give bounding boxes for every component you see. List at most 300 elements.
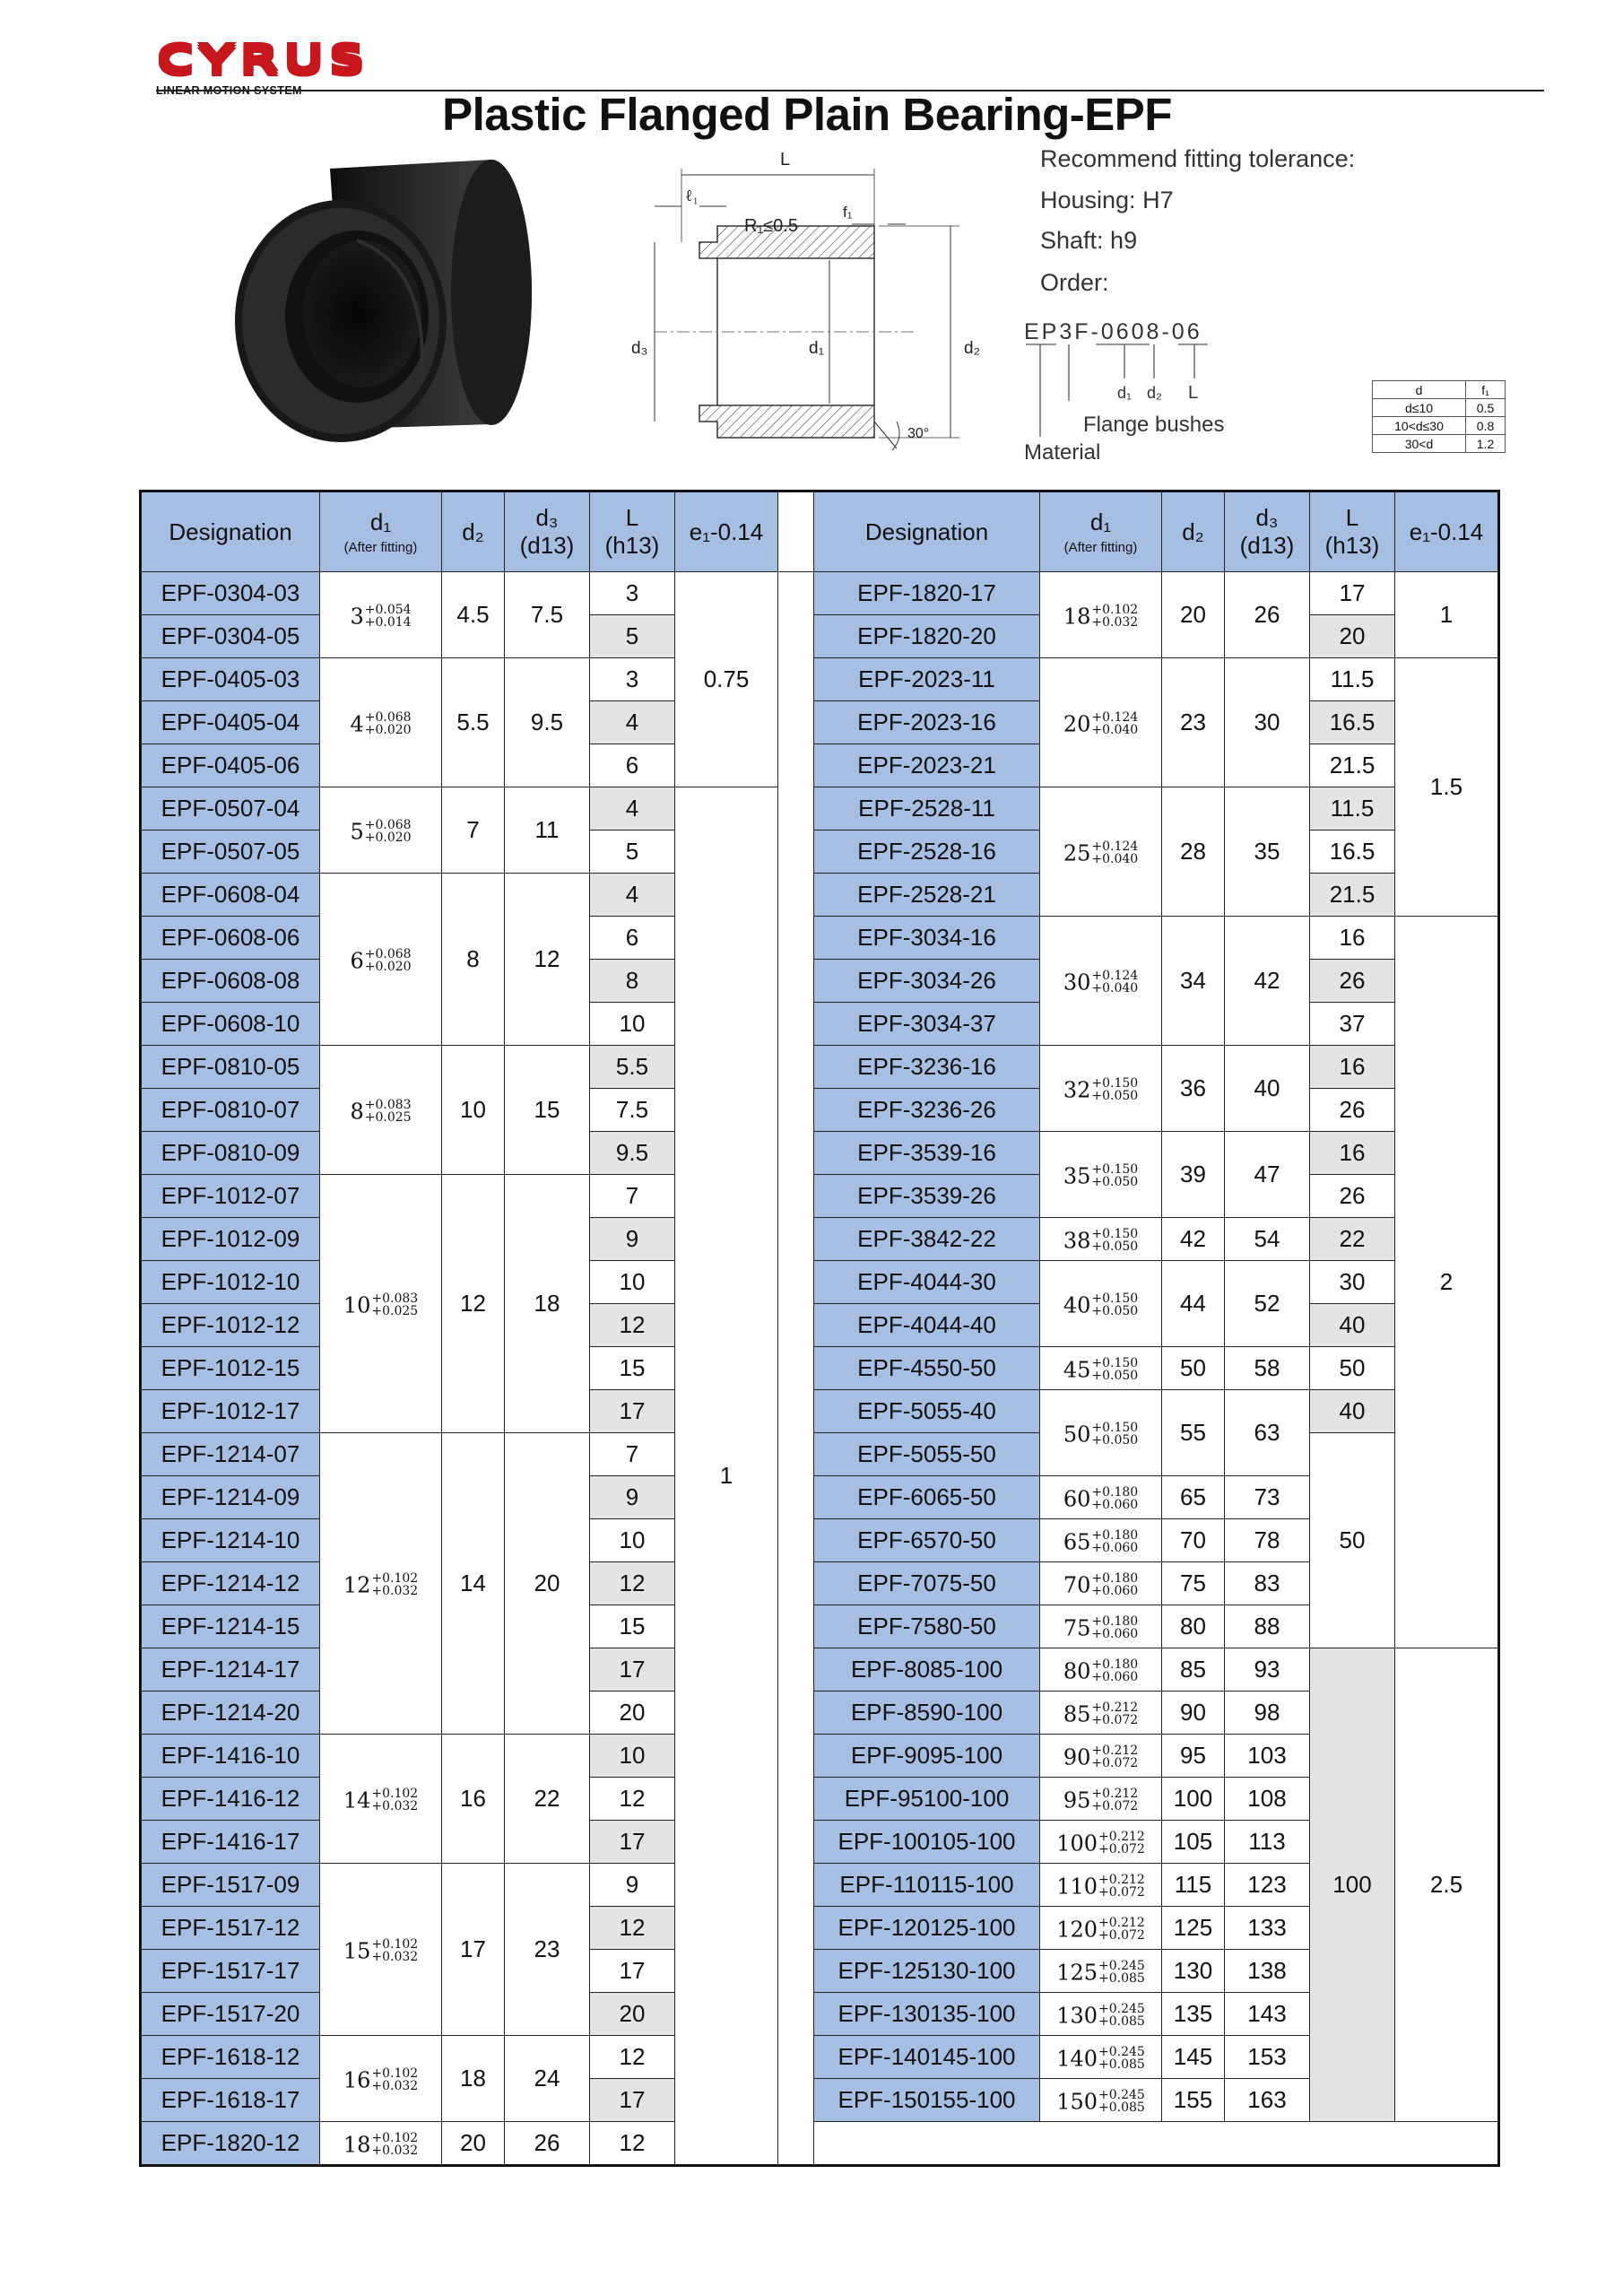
- d2-cell: 44: [1162, 1261, 1225, 1347]
- designation-cell: EPF-1012-07: [141, 1175, 320, 1218]
- L-cell: 17: [590, 1950, 675, 1993]
- d3-cell: 11: [505, 787, 590, 874]
- designation-cell: EPF-3539-16: [814, 1132, 1040, 1175]
- d2-cell: 105: [1162, 1821, 1225, 1864]
- designation-cell: EPF-0405-03: [141, 658, 320, 701]
- L-cell: 10: [590, 1003, 675, 1046]
- tolerance-upper: +0.212: [1098, 1830, 1145, 1845]
- d2-cell: 39: [1162, 1132, 1225, 1218]
- header-d2: d₂: [442, 491, 505, 572]
- tolerance-limits: [371, 2067, 418, 2092]
- tolerance-limits: [371, 1787, 418, 1813]
- tolerance-base: 75: [1063, 1615, 1091, 1641]
- L-cell: 4: [590, 874, 675, 917]
- spec-table: [139, 490, 1500, 2167]
- tolerance-base: 125: [1056, 1960, 1098, 1986]
- L-cell: 7.5: [590, 1089, 675, 1132]
- d3-cell: 42: [1225, 917, 1310, 1046]
- designation-cell: EPF-9095-100: [814, 1735, 1040, 1778]
- tolerance-upper: +0.245: [1098, 1959, 1145, 1974]
- L-cell: 10: [590, 1261, 675, 1304]
- tolerance-upper: +0.083: [364, 1098, 412, 1113]
- tolerance-value: [343, 1292, 418, 1317]
- L-cell: 4: [590, 701, 675, 744]
- L-cell: 8: [590, 960, 675, 1003]
- d1-cell: [1040, 1778, 1162, 1821]
- L-cell: 3: [590, 572, 675, 615]
- designation-cell: EPF-1416-10: [141, 1735, 320, 1778]
- d1-cell: [320, 572, 442, 658]
- L-cell: 10: [590, 1735, 675, 1778]
- tolerance-base: 10: [343, 1292, 371, 1318]
- d2-cell: 115: [1162, 1864, 1225, 1907]
- tolerance-base: 5: [350, 819, 364, 845]
- tolerance-upper: +0.083: [371, 1292, 419, 1307]
- tolerance-base: 30: [1063, 970, 1091, 996]
- e1-cell: 2.5: [1395, 1648, 1499, 2122]
- tolerance-upper: +0.150: [1091, 1292, 1139, 1307]
- designation-cell: EPF-0608-04: [141, 874, 320, 917]
- d1-cell: [320, 1735, 442, 1864]
- tolerance-value: [343, 1937, 419, 1965]
- order-code-diagram: [1024, 316, 1230, 477]
- L-cell: 100: [1310, 1648, 1395, 2122]
- d1-cell: [320, 874, 442, 1046]
- tolerance-value: [1063, 603, 1139, 631]
- L-cell: 7: [590, 1175, 675, 1218]
- dim-r1: R₁≤0.5: [744, 216, 798, 236]
- tolerance-lower: +0.050: [1091, 1304, 1139, 1319]
- designation-cell: EPF-1012-17: [141, 1390, 320, 1433]
- dim-l1: ℓ₁: [685, 187, 699, 204]
- d1-cell: [1040, 787, 1162, 917]
- tolerance-value: [343, 2131, 419, 2159]
- tolerance-value: [1056, 2045, 1145, 2073]
- tolerance-upper: +0.150: [1091, 1076, 1139, 1091]
- tolerance-upper: +0.102: [371, 2131, 419, 2146]
- tolerance-base: 95: [1063, 1787, 1091, 1813]
- tolerance-limits: [1098, 1831, 1145, 1856]
- L-cell: 16: [1310, 1046, 1395, 1089]
- L-cell: 37: [1310, 1003, 1395, 1046]
- tolerance-upper: +0.124: [1091, 839, 1139, 855]
- d1-cell: [1040, 1476, 1162, 1519]
- d3-cell: 40: [1225, 1046, 1310, 1132]
- header-spacer: [778, 491, 814, 572]
- header-e1-right: e₁-0.14: [1395, 491, 1499, 572]
- tolerance-upper: +0.102: [371, 1571, 419, 1587]
- tolerance-lower: +0.072: [1098, 1842, 1145, 1857]
- d2-cell: 125: [1162, 1907, 1225, 1950]
- L-cell: 4: [590, 787, 675, 831]
- brand-name: CYRUS: [156, 38, 369, 83]
- designation-cell: EPF-0304-05: [141, 615, 320, 658]
- L-cell: 30: [1310, 1261, 1395, 1304]
- tolerance-lower: +0.014: [364, 615, 412, 631]
- tolerance-base: 90: [1063, 1744, 1091, 1770]
- designation-cell: EPF-0810-07: [141, 1089, 320, 1132]
- tolerance-limits: [1091, 1357, 1138, 1382]
- d1-cell: [1040, 1605, 1162, 1648]
- designation-cell: EPF-1012-10: [141, 1261, 320, 1304]
- tolerance-upper: +0.150: [1091, 1227, 1139, 1242]
- L-cell: 11.5: [1310, 658, 1395, 701]
- tolerance-lower: +0.032: [371, 2079, 419, 2094]
- designation-cell: EPF-5055-40: [814, 1390, 1040, 1433]
- tolerance-value: [350, 818, 412, 846]
- designation-cell: EPF-1618-17: [141, 2079, 320, 2122]
- d1-cell: [1040, 1993, 1162, 2036]
- d2-cell: 10: [442, 1046, 505, 1175]
- d2-cell: 34: [1162, 917, 1225, 1046]
- d3-cell: 163: [1225, 2079, 1310, 2122]
- designation-cell: EPF-1820-12: [141, 2122, 320, 2166]
- table-row: [141, 572, 1499, 615]
- header-L: L (h13): [590, 491, 675, 572]
- tolerance-upper: +0.150: [1091, 1162, 1139, 1178]
- d3-cell: 138: [1225, 1950, 1310, 1993]
- d3-cell: 22: [505, 1735, 590, 1864]
- L-cell: 12: [590, 1562, 675, 1605]
- L-cell: 12: [590, 1304, 675, 1347]
- tolerance-lower: +0.060: [1091, 1541, 1139, 1556]
- designation-cell: EPF-0507-05: [141, 831, 320, 874]
- d2-cell: 42: [1162, 1218, 1225, 1261]
- tolerance-value: [1056, 2002, 1145, 2030]
- tolerance-upper: +0.180: [1091, 1571, 1139, 1587]
- designation-cell: EPF-5055-50: [814, 1433, 1040, 1476]
- tolerance-upper: +0.054: [364, 603, 412, 618]
- table-row: [141, 787, 1499, 831]
- L-cell: 17: [590, 1390, 675, 1433]
- tolerance-upper: +0.212: [1091, 1744, 1139, 1759]
- d1-cell: [1040, 1390, 1162, 1476]
- f1-cell: 30<d: [1373, 435, 1466, 453]
- order-d1: d₁: [1117, 384, 1133, 402]
- L-cell: 20: [1310, 615, 1395, 658]
- tolerance-upper: +0.102: [371, 2066, 419, 2082]
- L-cell: 5.5: [590, 1046, 675, 1089]
- tolerance-upper: +0.102: [371, 1787, 419, 1802]
- tolerance-upper: +0.150: [1091, 1356, 1139, 1371]
- d3-cell: 83: [1225, 1562, 1310, 1605]
- L-cell: 9.5: [590, 1132, 675, 1175]
- tolerance-limits: [365, 711, 412, 736]
- d2-cell: 8: [442, 874, 505, 1046]
- tolerance-base: 40: [1063, 1292, 1091, 1318]
- header-L-right: L (h13): [1310, 491, 1395, 572]
- d1-cell: [1040, 2036, 1162, 2079]
- f1-cell: d≤10: [1373, 399, 1466, 417]
- tolerance-value: [350, 603, 412, 631]
- technical-drawing: [619, 152, 1004, 484]
- d3-cell: 113: [1225, 1821, 1310, 1864]
- tolerance-value: [1063, 1292, 1138, 1317]
- d3-cell: 108: [1225, 1778, 1310, 1821]
- tolerance-upper: +0.124: [1091, 710, 1139, 726]
- tolerance-base: 12: [343, 1572, 371, 1598]
- f1-row: [1373, 435, 1506, 453]
- designation-cell: EPF-4044-40: [814, 1304, 1040, 1347]
- tolerance-lower: +0.085: [1098, 2057, 1145, 2073]
- d2-cell: 100: [1162, 1778, 1225, 1821]
- designation-cell: EPF-6065-50: [814, 1476, 1040, 1519]
- tolerance-lower: +0.085: [1098, 1971, 1145, 1987]
- L-cell: 6: [590, 917, 675, 960]
- tolerance-lower: +0.072: [1091, 1799, 1139, 1814]
- note-housing: Housing: H7: [1040, 187, 1174, 213]
- note-shaft: Shaft: h9: [1040, 227, 1138, 254]
- L-cell: 15: [590, 1605, 675, 1648]
- table-header-row: [141, 491, 1499, 572]
- L-cell: 50: [1310, 1347, 1395, 1390]
- tolerance-limits: [1098, 2003, 1145, 2028]
- order-code: EP3F-0608-06: [1024, 319, 1202, 344]
- d3-cell: 153: [1225, 2036, 1310, 2079]
- tolerance-lower: +0.072: [1091, 1713, 1139, 1728]
- tolerance-lower: +0.040: [1091, 852, 1139, 867]
- tolerance-value: [1056, 1916, 1145, 1944]
- tolerance-base: 38: [1063, 1228, 1091, 1254]
- f1-header-cell: f₁: [1466, 381, 1506, 399]
- tolerance-lower: +0.050: [1091, 1089, 1139, 1104]
- L-cell: 6: [590, 744, 675, 787]
- tolerance-base: 80: [1063, 1658, 1091, 1684]
- tolerance-limits: [1098, 1917, 1145, 1942]
- d3-cell: 15: [505, 1046, 590, 1175]
- d2-cell: 23: [1162, 658, 1225, 787]
- L-cell: 9: [590, 1864, 675, 1907]
- designation-cell: EPF-7075-50: [814, 1562, 1040, 1605]
- tolerance-lower: +0.050: [1091, 1175, 1139, 1190]
- designation-cell: EPF-1517-12: [141, 1907, 320, 1950]
- d3-cell: 58: [1225, 1347, 1310, 1390]
- tolerance-limits: [1091, 1292, 1138, 1318]
- d3-cell: 73: [1225, 1476, 1310, 1519]
- tolerance-base: 50: [1063, 1422, 1091, 1448]
- designation-cell: EPF-1214-20: [141, 1692, 320, 1735]
- d1-cell: [1040, 1562, 1162, 1605]
- tolerance-upper: +0.068: [364, 818, 412, 833]
- tolerance-base: 110: [1056, 1874, 1098, 1900]
- L-cell: 12: [590, 1907, 675, 1950]
- header-e1: e₁-0.14: [675, 491, 778, 572]
- d3-cell: 26: [505, 2122, 590, 2166]
- tolerance-upper: +0.212: [1091, 1700, 1139, 1716]
- designation-cell: EPF-3034-26: [814, 960, 1040, 1003]
- tolerance-lower: +0.040: [1091, 723, 1139, 738]
- L-cell: 26: [1310, 1089, 1395, 1132]
- f1-row: [1373, 417, 1506, 435]
- tolerance-base: 35: [1063, 1163, 1091, 1189]
- table-row: [141, 658, 1499, 701]
- L-cell: 16.5: [1310, 701, 1395, 744]
- d1-cell: [1040, 1864, 1162, 1907]
- designation-cell: EPF-3236-16: [814, 1046, 1040, 1089]
- designation-cell: EPF-8590-100: [814, 1692, 1040, 1735]
- d2-cell: 14: [442, 1433, 505, 1735]
- tolerance-base: 65: [1063, 1529, 1091, 1555]
- empty-cell: [814, 2122, 1499, 2166]
- designation-cell: EPF-0608-10: [141, 1003, 320, 1046]
- d2-cell: 4.5: [442, 572, 505, 658]
- tolerance-limits: [1091, 1422, 1138, 1447]
- tolerance-limits: [371, 1292, 418, 1318]
- f1-cell: 10<d≤30: [1373, 417, 1466, 435]
- d3-cell: 63: [1225, 1390, 1310, 1476]
- header-designation: Designation: [141, 491, 320, 572]
- d2-cell: 90: [1162, 1692, 1225, 1735]
- d2-cell: 50: [1162, 1347, 1225, 1390]
- designation-cell: EPF-1214-15: [141, 1605, 320, 1648]
- d3-cell: 88: [1225, 1605, 1310, 1648]
- d2-cell: 130: [1162, 1950, 1225, 1993]
- d3-cell: 98: [1225, 1692, 1310, 1735]
- d2-cell: 155: [1162, 2079, 1225, 2122]
- d2-cell: 75: [1162, 1562, 1225, 1605]
- e1-cell: 0.75: [675, 572, 778, 787]
- d3-cell: 52: [1225, 1261, 1310, 1347]
- table-row: [141, 1864, 1499, 1907]
- d1-cell: [1040, 1519, 1162, 1562]
- designation-cell: EPF-1820-20: [814, 615, 1040, 658]
- tolerance-upper: +0.180: [1091, 1528, 1139, 1544]
- designation-cell: EPF-1214-09: [141, 1476, 320, 1519]
- designation-cell: EPF-1214-07: [141, 1433, 320, 1476]
- d3-cell: 143: [1225, 1993, 1310, 2036]
- designation-cell: EPF-2023-16: [814, 701, 1040, 744]
- d1-cell: [1040, 1692, 1162, 1735]
- order-flange: Flange bushes: [1083, 413, 1225, 437]
- designation-cell: EPF-120125-100: [814, 1907, 1040, 1950]
- e1-cell: 1: [675, 787, 778, 2166]
- f1-header-row: [1373, 381, 1506, 399]
- tolerance-upper: +0.150: [1091, 1421, 1139, 1436]
- f1-cell: 0.8: [1466, 417, 1506, 435]
- tolerance-value: [1056, 1959, 1145, 1987]
- tolerance-value: [1063, 1571, 1139, 1599]
- d2-cell: 55: [1162, 1390, 1225, 1476]
- d1-cell: [320, 1046, 442, 1175]
- tolerance-lower: +0.040: [1091, 981, 1139, 996]
- order-d2: d₂: [1147, 384, 1162, 402]
- page-title: Plastic Flanged Plain Bearing-EPF: [442, 89, 1172, 140]
- header-d1-right: d₁ (After fitting): [1040, 491, 1162, 572]
- tolerance-value: [1063, 1657, 1138, 1683]
- header-designation-right: Designation: [814, 491, 1040, 572]
- tolerance-lower: +0.025: [371, 1304, 419, 1319]
- tolerance-limits: [371, 1938, 418, 1963]
- d2-cell: 95: [1162, 1735, 1225, 1778]
- tolerance-base: 6: [350, 948, 364, 974]
- L-cell: 22: [1310, 1218, 1395, 1261]
- d3-cell: 123: [1225, 1864, 1310, 1907]
- designation-cell: EPF-4550-50: [814, 1347, 1040, 1390]
- designation-cell: EPF-1012-15: [141, 1347, 320, 1390]
- d2-cell: 28: [1162, 787, 1225, 917]
- tolerance-upper: +0.124: [1091, 969, 1139, 984]
- bearing-photo: [222, 142, 554, 456]
- d1-cell: [320, 787, 442, 874]
- tolerance-value: [1063, 1614, 1139, 1642]
- tolerance-base: 20: [1063, 711, 1091, 737]
- designation-cell: EPF-1214-12: [141, 1562, 320, 1605]
- d3-cell: 47: [1225, 1132, 1310, 1218]
- designation-cell: EPF-1820-17: [814, 572, 1040, 615]
- d2-cell: 12: [442, 1175, 505, 1433]
- L-cell: 7: [590, 1433, 675, 1476]
- tolerance-lower: +0.032: [371, 1950, 419, 1965]
- tolerance-upper: +0.245: [1098, 2002, 1145, 2017]
- header-d2-right: d₂: [1162, 491, 1225, 572]
- tolerance-value: [1063, 1162, 1139, 1190]
- d3-cell: 18: [505, 1175, 590, 1433]
- tolerance-value: [1063, 1076, 1139, 1104]
- d1-cell: [1040, 1347, 1162, 1390]
- tolerance-limits: [371, 2132, 418, 2157]
- L-cell: 50: [1310, 1433, 1395, 1648]
- tolerance-value: [1056, 1830, 1145, 1855]
- tolerance-lower: +0.032: [371, 1799, 419, 1814]
- d1-cell: [1040, 1261, 1162, 1347]
- e1-cell: 1.5: [1395, 658, 1499, 917]
- L-cell: 12: [590, 2122, 675, 2166]
- tolerance-value: [343, 1571, 419, 1599]
- designation-cell: EPF-140145-100: [814, 2036, 1040, 2079]
- d2-cell: 17: [442, 1864, 505, 2036]
- tolerance-value: [1056, 2088, 1145, 2116]
- designation-cell: EPF-1214-10: [141, 1519, 320, 1562]
- L-cell: 12: [590, 1778, 675, 1821]
- L-cell: 26: [1310, 1175, 1395, 1218]
- tolerance-base: 130: [1056, 2003, 1098, 2029]
- designation-cell: EPF-0810-09: [141, 1132, 320, 1175]
- tolerance-lower: +0.060: [1091, 1584, 1139, 1599]
- d2-cell: 20: [442, 2122, 505, 2166]
- tolerance-value: [343, 2066, 418, 2092]
- tolerance-base: 150: [1056, 2089, 1098, 2115]
- designation-cell: EPF-6570-50: [814, 1519, 1040, 1562]
- tolerance-base: 4: [350, 711, 364, 737]
- d1-cell: [1040, 1046, 1162, 1132]
- e1-cell: 2: [1395, 917, 1499, 1648]
- tolerance-lower: +0.032: [371, 1584, 419, 1599]
- d1-cell: [1040, 658, 1162, 787]
- tolerance-limits: [365, 1099, 412, 1124]
- spec-table-wrap: [139, 490, 1500, 2167]
- tolerance-limits: [1091, 1486, 1138, 1511]
- designation-cell: EPF-2023-11: [814, 658, 1040, 701]
- f1-cell: 1.2: [1466, 435, 1506, 453]
- tolerance-value: [1063, 1227, 1139, 1255]
- tolerance-lower: +0.060: [1091, 1627, 1139, 1642]
- designation-cell: EPF-1214-17: [141, 1648, 320, 1692]
- column-spacer: [778, 572, 814, 2166]
- tolerance-limits: [1091, 1572, 1138, 1597]
- designation-cell: EPF-1618-12: [141, 2036, 320, 2079]
- d1-cell: [1040, 2079, 1162, 2122]
- designation-cell: EPF-3842-22: [814, 1218, 1040, 1261]
- tolerance-upper: +0.180: [1091, 1485, 1139, 1500]
- tolerance-upper: +0.212: [1091, 1787, 1139, 1802]
- tolerance-limits: [1091, 1077, 1138, 1102]
- d2-cell: 7: [442, 787, 505, 874]
- d3-cell: 24: [505, 2036, 590, 2122]
- tolerance-limits: [1091, 1744, 1138, 1770]
- tolerance-value: [1063, 1744, 1138, 1769]
- table-row: [141, 1735, 1499, 1778]
- d1-cell: [1040, 1907, 1162, 1950]
